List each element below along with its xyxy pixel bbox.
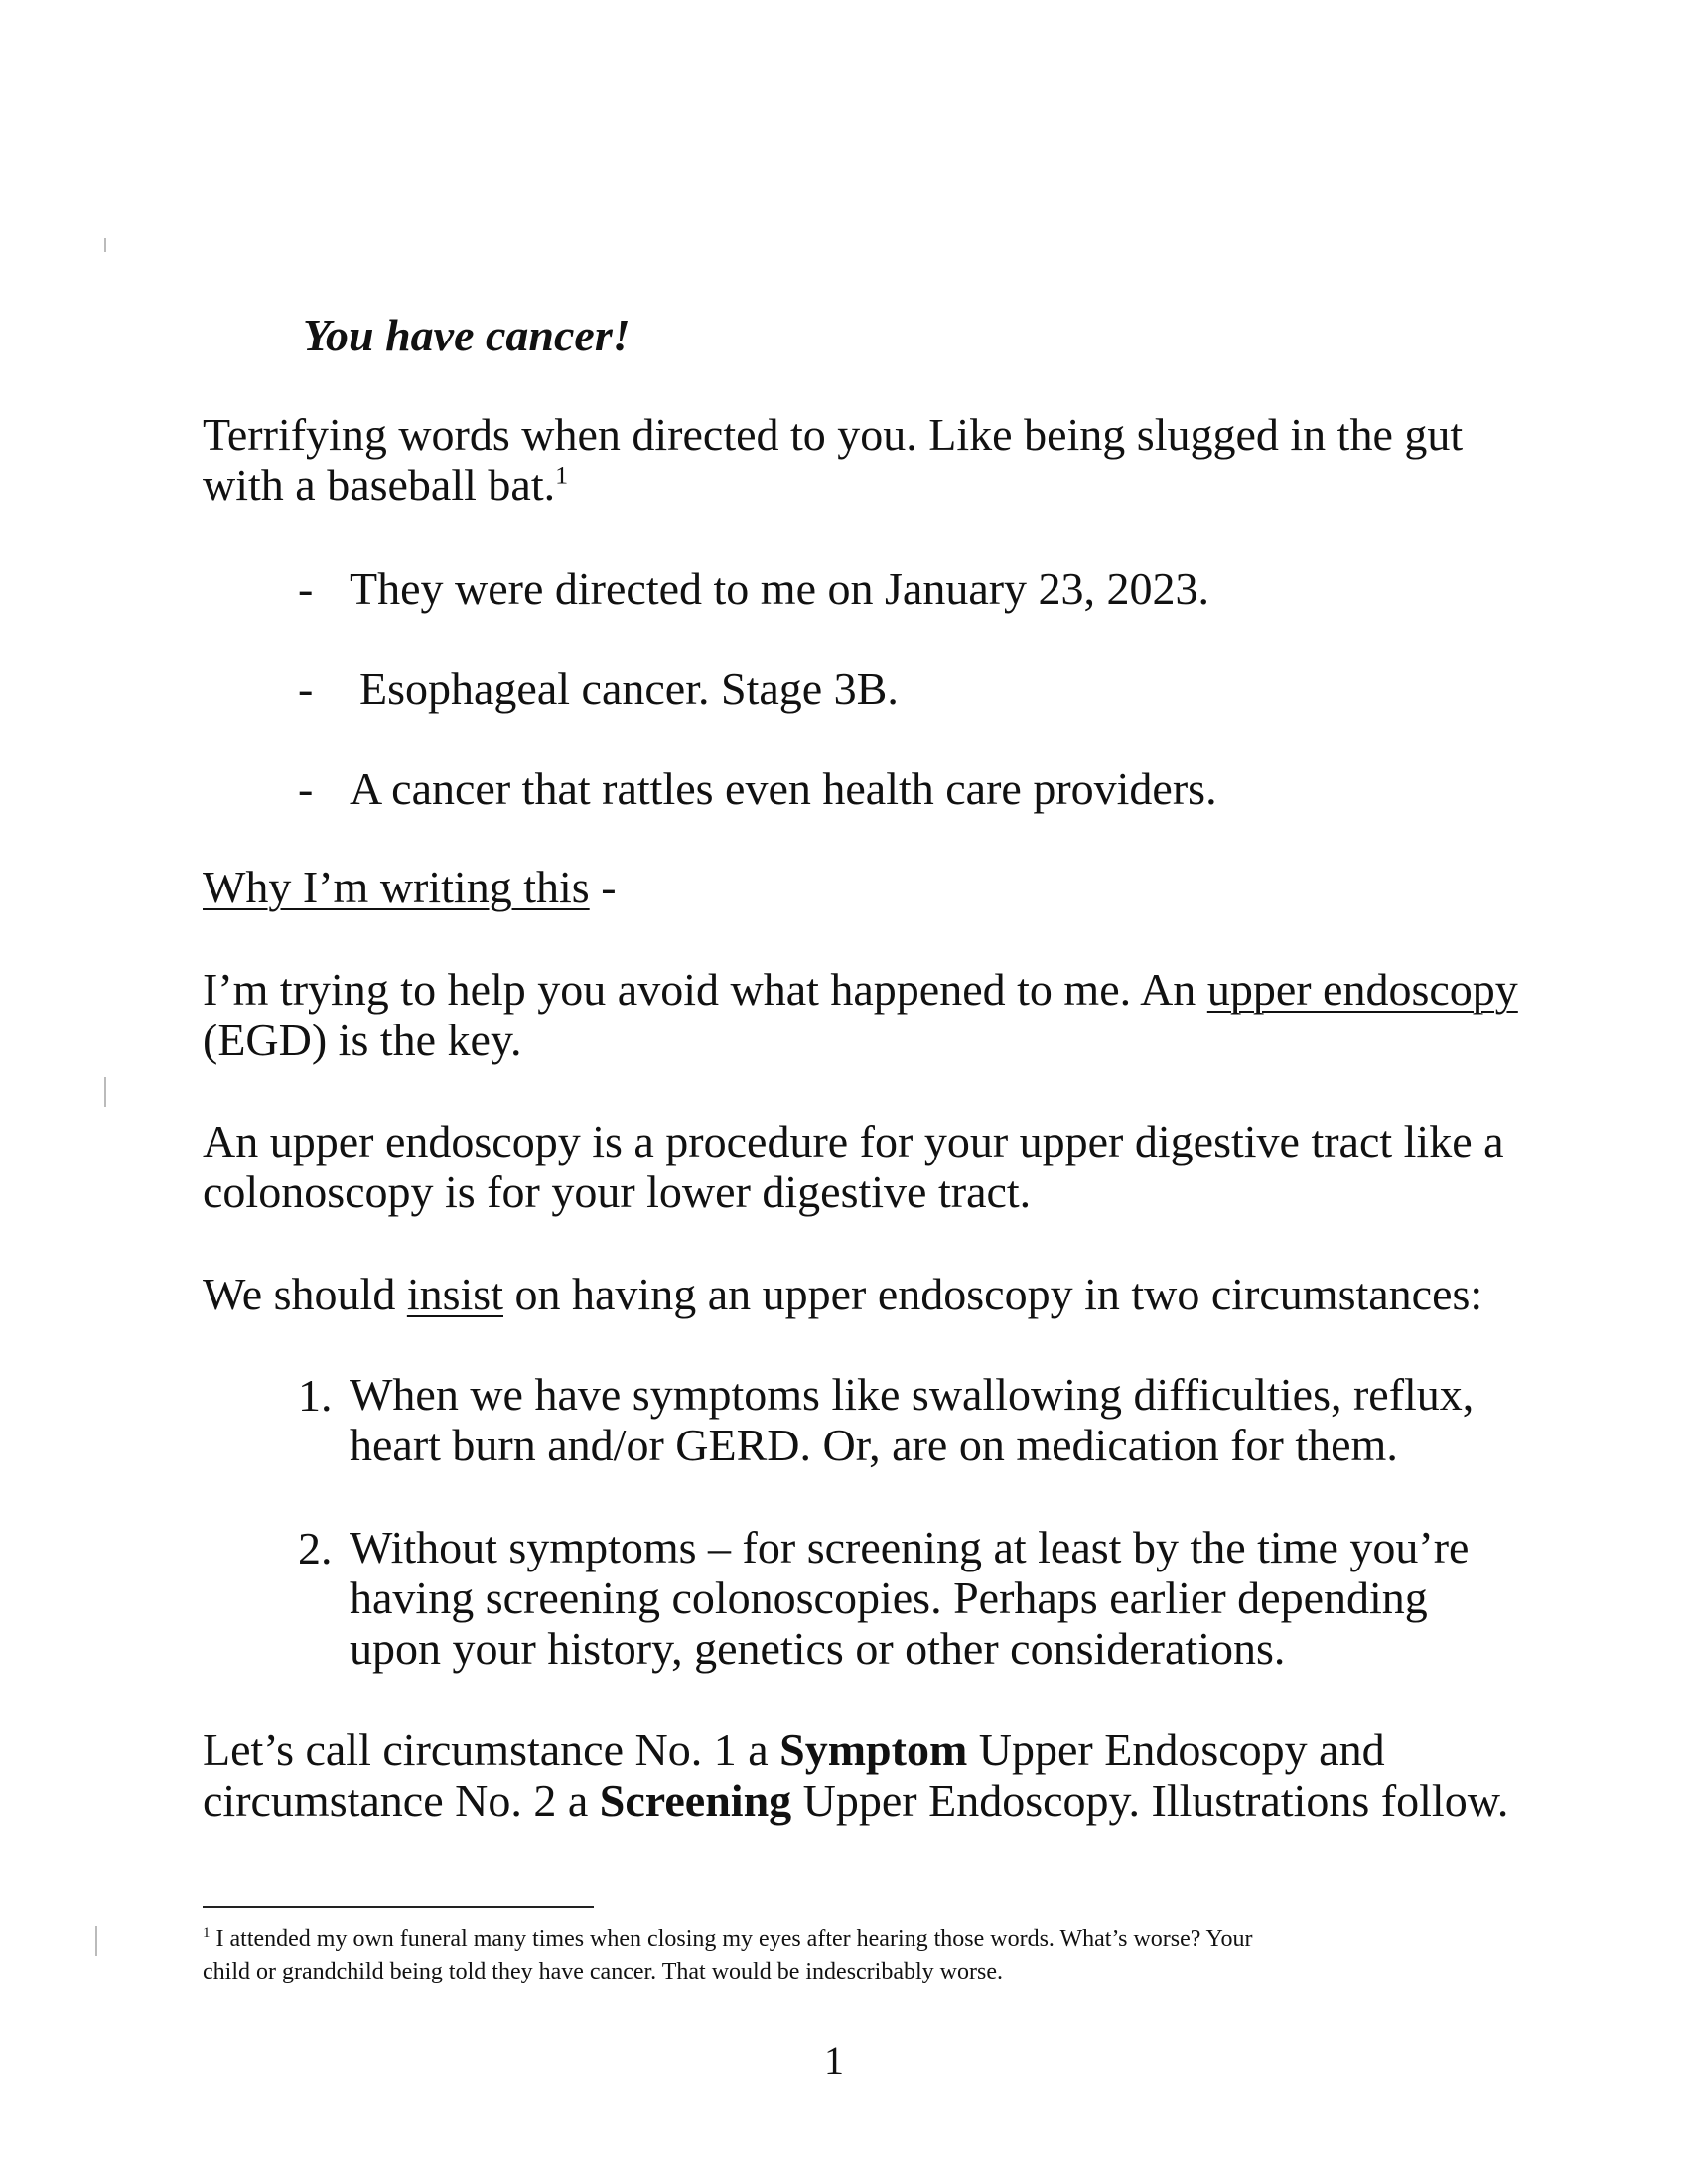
footnote <box>203 1923 1252 1988</box>
scan-speck <box>95 1926 97 1956</box>
section-heading <box>203 862 617 912</box>
insist-paragraph <box>203 1269 1482 1319</box>
list-item-1-line-2: heart burn and/or GERD. Or, are on medication for them. <box>350 1420 1398 1470</box>
list-number: 1. <box>298 1370 333 1421</box>
dash-item: Esophageal cancer. Stage 3B. <box>359 663 899 714</box>
page-title: You have cancer! <box>303 310 631 360</box>
intro-line-2 <box>203 460 568 510</box>
define-line-2: colonoscopy is for your lower digestive tract. <box>203 1166 1032 1217</box>
insist-pre: We should <box>203 1269 407 1319</box>
insist-emphasis: insist <box>406 1269 503 1319</box>
footnote-line-1-text: I attended my own funeral many times when closing my eyes after hearing those words. What’s worse? Your <box>210 1926 1253 1952</box>
list-item-2-line-2: having screening colonoscopies. Perhaps earlier depending <box>350 1572 1428 1623</box>
scan-speck <box>104 238 106 252</box>
footnote-mark: 1 <box>203 1925 211 1941</box>
list-item-2-line-3: upon your history, genetics or other considerations. <box>350 1623 1286 1674</box>
footnote-line-1 <box>203 1923 1252 1956</box>
help-line-1 <box>203 964 1518 1015</box>
footnote-divider <box>203 1906 594 1908</box>
dash-item: They were directed to me on January 23, 2023. <box>350 563 1210 614</box>
closing-2-pre: circumstance No. 2 a <box>203 1775 600 1826</box>
closing-line-2 <box>203 1775 1508 1826</box>
symptom-term: Symptom <box>779 1724 968 1775</box>
dash-item: A cancer that rattles even health care providers. <box>350 763 1217 814</box>
closing-2-post: Upper Endoscopy. Illustrations follow. <box>791 1775 1509 1826</box>
footnote-reference: 1 <box>555 461 569 490</box>
help-line-2: (EGD) is the key. <box>203 1015 522 1065</box>
why-heading: Why I’m writing this <box>203 862 590 912</box>
closing-1-post: Upper Endoscopy and <box>967 1724 1385 1775</box>
intro-line-1: Terrifying words when directed to you. Like being slugged in the gut <box>203 409 1464 460</box>
page-number: 1 <box>824 2038 844 2083</box>
insist-post: on having an upper endoscopy in two circumstances: <box>503 1269 1483 1319</box>
list-number: 2. <box>298 1523 333 1573</box>
footnote-line-2: child or grandchild being told they have cancer. That would be indescribably worse. <box>203 1959 1003 1984</box>
help-line-1-text: I’m trying to help you avoid what happened to me. An <box>203 964 1207 1015</box>
scan-speck <box>104 1077 106 1107</box>
list-item-2-line-1: Without symptoms – for screening at least by the time you’re <box>350 1522 1470 1572</box>
dash-bullet: - <box>298 763 314 814</box>
closing-line-1 <box>203 1724 1385 1775</box>
closing-1-pre: Let’s call circumstance No. 1 a <box>203 1724 780 1775</box>
why-suffix: - <box>589 862 617 912</box>
dash-bullet: - <box>298 663 314 714</box>
list-item-1-line-1: When we have symptoms like swallowing difficulties, reflux, <box>350 1369 1475 1420</box>
define-line-1: An upper endoscopy is a procedure for your upper digestive tract like a <box>203 1116 1504 1166</box>
upper-endoscopy-term: upper endoscopy <box>1206 964 1518 1015</box>
screening-term: Screening <box>599 1775 792 1826</box>
dash-bullet: - <box>298 563 314 614</box>
intro-line-2-text: with a baseball bat. <box>203 460 556 510</box>
